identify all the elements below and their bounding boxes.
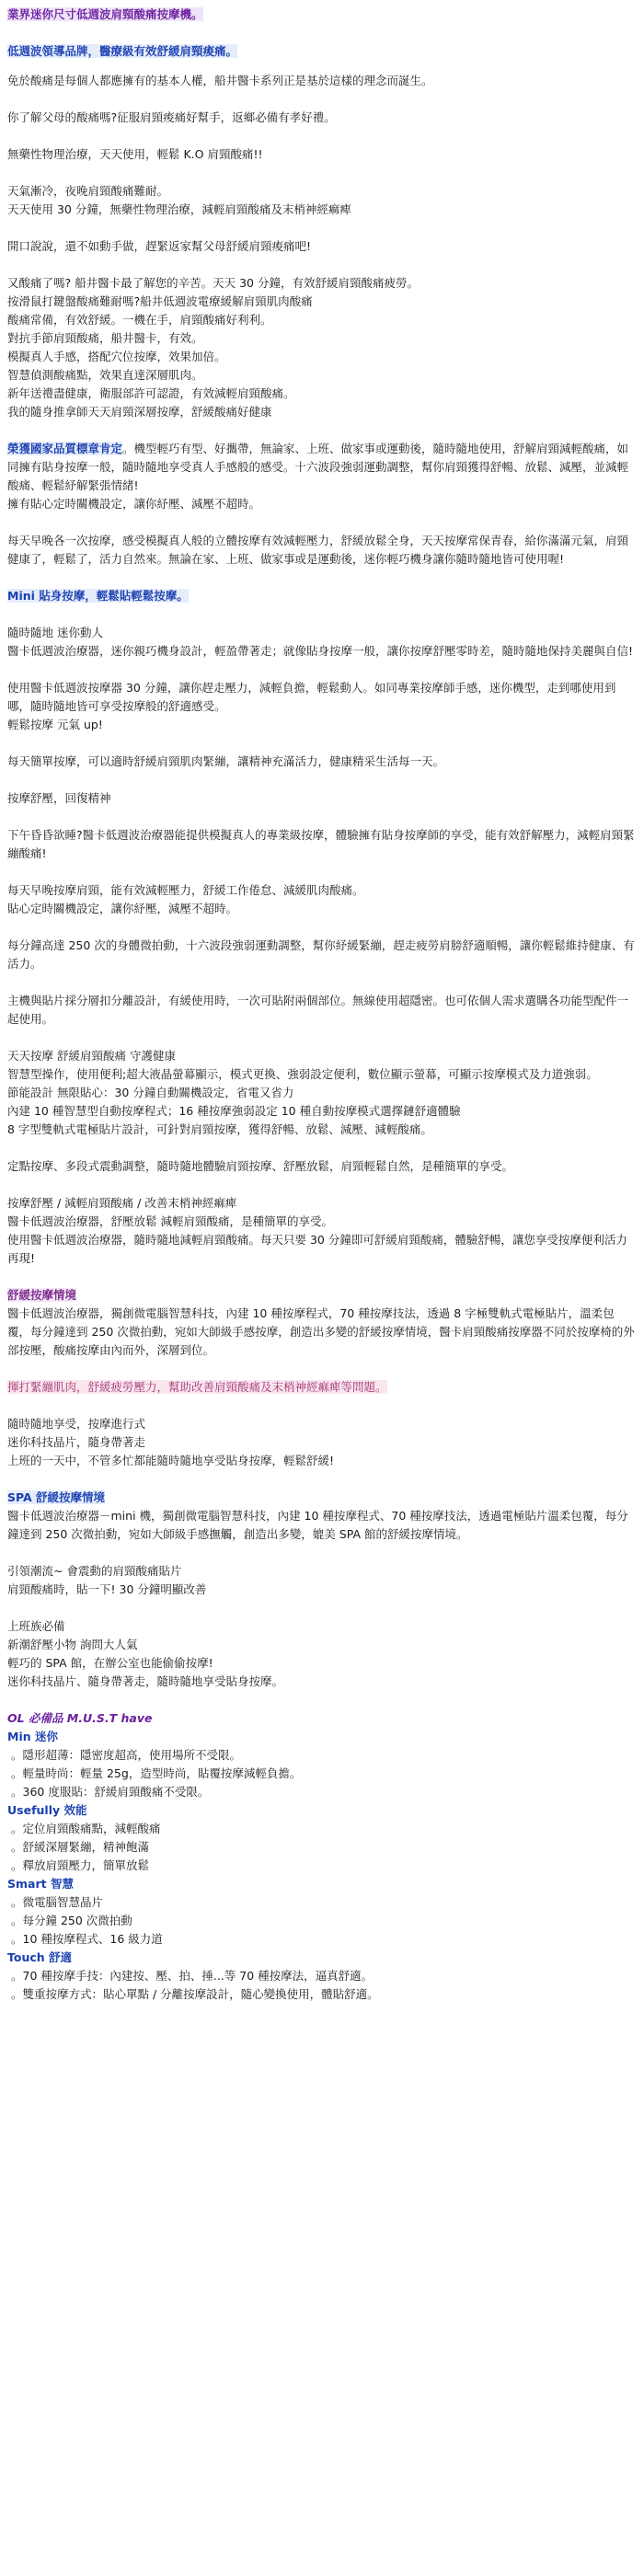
brand-subtitle: 低週波領導品牌，醫療級有效舒緩肩頸痠痛。 (7, 44, 238, 58)
paragraph-relief: 按摩舒壓，回復精神 (7, 791, 111, 805)
paragraph-daily: 每天早晚各一次按摩，感受模擬真人般的立體按摩有效減輕壓力，舒緩放鬆全身，天天按摩常保青春，給你滿滿元氣，肩頸健康了，輕鬆了，活力自然來。無論在家、上班、做家事或是運動後，迷你輕巧機身讓你隨時隨地皆可使用喔! (7, 534, 629, 566)
text-paragraph (7, 440, 637, 495)
section-heading (7, 1489, 637, 1507)
block-features (7, 1047, 637, 1139)
text-line: 醫卡低週波治療器，舒壓放鬆 減輕肩頸酸痛，是種簡單的享受。 (7, 1214, 333, 1228)
text-line: 擁有貼心定時關機設定，讓你紓壓、減壓不超時。 (7, 497, 261, 511)
section-heading (7, 1286, 637, 1305)
paragraph-design: 主機與貼片採分層扣分離設計，有緩使用時，一次可貼附兩個部位。無線使用超隱密。也可依個人需求選購各功能型配件一起使用。 (7, 994, 629, 1026)
text-line: 使用醫卡低週波按摩器 30 分鐘，讓你趕走壓力，減輕負擔，輕鬆動人。如同專業按摩師手感，迷你機型，走到哪使用到哪，隨時隨地皆可享受按摩般的舒適感受。 (7, 681, 616, 713)
paragraph-action: 開口說說，還不如動手做，趕緊返家幫父母舒緩肩頸痠痛吧! (7, 239, 312, 253)
touch-heading: Touch 舒適 (7, 1950, 73, 1964)
block-trend (7, 1562, 637, 1599)
text-line: 每天早晚按摩肩頸，能有效減輕壓力，舒緩工作倦怠、減緩肌肉酸痛。 (7, 883, 364, 897)
quality-mark-highlight: 榮獲國家品質標章肯定 (7, 442, 123, 455)
massage-scenario-title: 舒緩按摩情境 (7, 1288, 77, 1302)
block-office (7, 1617, 637, 1691)
text-paragraph: 醫卡低週波治療器－mini 機，獨創微電腦智慧科技，內建 10 種按摩程式、70 種按摩技法，透過電極貼片溫柔包覆，每分鐘達到 250 次微拍動，宛如大師級手感撫觸，創造出多變，媲美 SPA 館的舒緩按摩情境。 (7, 1509, 628, 1541)
text-line: 肩頸酸痛時，貼一下! 30 分鐘明顯改善 (7, 1582, 207, 1596)
highlight-sentence: 揮打緊繃肌肉，舒緩疲勞壓力，幫助改善肩頸酸痛及末梢神經痲痺等問題。 (7, 1380, 387, 1394)
block-mini-title (7, 587, 637, 605)
ol-title: OL 必備品 M.U.S.T have (7, 1711, 153, 1725)
paragraph-intro: 免於酸痛是每個人都應擁有的基本人權，船井醫卡系列正是基於這樣的理念而誕生。 (7, 74, 433, 87)
text-line: 智慧型操作，使用便利;超大液晶螢幕顯示，模式更換、強弱設定便利，數位顯示螢幕，可顯示按摩模式及力道強弱。 (7, 1067, 598, 1081)
smart-item: 。10 種按摩程式、16 級力道 (11, 1932, 163, 1946)
block-enjoy (7, 1415, 637, 1470)
block-30min (7, 679, 637, 734)
text-line: 隨時隨地 迷你動人 (7, 626, 103, 639)
block-subtitle (7, 42, 637, 61)
block-title (7, 6, 637, 24)
text-line: 迷你科技晶片，隨身帶著走 (7, 1435, 146, 1449)
block-cold-weather (7, 182, 637, 219)
useful-item: 。定位肩頸酸痛點，減輕酸痛 (11, 1822, 161, 1835)
block-benefits (7, 274, 637, 421)
touch-item: 。70 種按摩手技：內建按、壓、拍、捶...等 70 種按摩法，逼真舒適。 (11, 1969, 374, 1983)
text-line: 上班的一天中，不管多忙都能隨時隨地享受貼身按摩，輕鬆舒緩! (7, 1454, 335, 1467)
useful-item: 。舒緩深層緊繃，精神飽滿 (11, 1840, 150, 1854)
smart-item: 。微電腦智慧晶片 (11, 1895, 104, 1909)
paragraph-afternoon: 下午昏昏欲睡?醫卡低週波治療器能提供模擬真人的專業級按摩，體驗擁有貼身按摩師的享受，能有效舒解壓力，減輕肩頸緊繃酸痛! (7, 828, 635, 860)
paragraph-fixed-point: 定點按摩、多段式震動調整，隨時隨地體驗肩頸按摩、舒壓放鬆，肩頸輕鬆自然，是種簡單的享受。 (7, 1159, 514, 1173)
paragraph-parents: 你了解父母的酸痛嗎?征服肩頸痠痛好幫手，返鄉必備有孝好禮。 (7, 110, 336, 124)
mini-title: Mini 貼身按摩，輕鬆貼輕鬆按摩。 (7, 589, 189, 603)
quality-mark-text: 。機型輕巧有型、好攜帶，無論家、上班、做家事或運動後，隨時隨地使用，舒解肩頸減輕酸痛，如同擁有貼身按摩一般，隨時隨地享受真人手感般的感受。十六波段強弱運動調整，幫你肩頸獲得舒暢、放鬆、減壓，並減輕酸痛、輕鬆紓解緊張情緒! (7, 442, 629, 492)
min-item: 。輕量時尚：輕量 25g，造型時尚，貼覆按摩減輕負擔。 (11, 1766, 302, 1780)
text-line: 又酸痛了嗎? 船井醫卡最了解您的辛苦。天天 30 分鐘，有效舒緩肩頸酸痛疲勞。 (7, 276, 419, 290)
spa-scenario-title: SPA 舒緩按摩情境 (7, 1490, 106, 1504)
block-slogans (7, 1194, 637, 1268)
text-line: 8 字型雙軌式電極貼片設計，可針對肩頸按摩，獲得舒暢、放鬆、減壓、減輕酸痛。 (7, 1122, 432, 1136)
text-line: 引領潮流~ 會震動的肩頸酸痛貼片 (7, 1564, 182, 1578)
text-line: 上班族必備 (7, 1619, 65, 1633)
text-line: 按摩舒壓 / 減輕肩頸酸痛 / 改善末梢神經痲痺 (7, 1196, 237, 1210)
text-line: 新年送禮盡健康，衛服部許可認證，有效減輕肩頸酸痛。 (7, 386, 295, 400)
useful-item: 。釋放肩頸壓力，簡單放鬆 (11, 1858, 150, 1872)
useful-heading: Usefully 效能 (7, 1803, 87, 1817)
text-line: 天天按摩 舒緩肩頸酸痛 守護健康 (7, 1049, 176, 1063)
text-line: 節能設計 無限貼心：30 分鐘自動關機設定，省電又省力 (7, 1086, 294, 1099)
smart-heading: Smart 智慧 (7, 1877, 74, 1891)
block-quality-mark (7, 440, 637, 513)
text-line: 我的隨身推拿師天天肩頸深層按摩，舒緩酸痛好健康 (7, 405, 272, 419)
min-item: 。360 度服貼：舒緩肩頸酸痛不受限。 (11, 1785, 210, 1799)
text-line: 隨時隨地享受，按摩進行式 (7, 1417, 146, 1431)
min-item: 。隱形超薄：隱密度超高，使用場所不受限。 (11, 1748, 242, 1762)
block-morning-evening (7, 881, 637, 918)
text-line: 天天使用 30 分鐘，無藥性物理治療，減輕肩頸酸痛及末梢神經痲痺 (7, 202, 351, 216)
text-line: 輕巧的 SPA 館，在辦公室也能偷偷按摩! (7, 1656, 213, 1670)
text-line: 模擬真人手感，搭配穴位按摩，效果加倍。 (7, 350, 226, 363)
touch-item: 。雙重按摩方式：貼心單點 / 分離按摩設計，隨心變換使用，體貼舒適。 (11, 1987, 379, 2001)
text-line: 對抗手節肩頸酸痛，船井醫卡，有效。 (7, 331, 203, 345)
text-line: 智慧偵測酸痛點，效果直達深層肌肉。 (7, 368, 203, 382)
block-massage-scenario (7, 1286, 637, 1360)
paragraph-ko: 無藥性物理治療，天天使用，輕鬆 K.O 肩頸酸痛!! (7, 147, 263, 161)
text-line: 酸痛常備，有效舒緩。一機在手，肩頸酸痛好利利。 (7, 313, 272, 327)
text-line: 新潮舒壓小物 詢問大人氣 (7, 1638, 138, 1651)
text-line: 天氣漸冷，夜晚肩頸酸痛難耐。 (7, 184, 169, 198)
page-title: 業界迷你尺寸低週波肩頸酸痛按摩機。 (7, 7, 203, 21)
block-anytime (7, 624, 637, 661)
smart-item: 。每分鐘 250 次微拍動 (11, 1914, 132, 1927)
text-line: 醫卡低週波治療器，迷你親巧機身設計，輕盈帶著走；就像貼身按摩一般，讓你按摩舒壓零時差，隨時隨地保持美麗與自信! (7, 644, 634, 658)
text-line: 按滑鼠打鍵盤酸痛難耐嗎?船井低週波電療緩解肩頸肌肉酸痛 (7, 294, 313, 308)
text-line: 內建 10 種智慧型自動按摩程式；16 種按摩強弱設定 10 種自動按摩模式選擇鏈舒適體驗 (7, 1104, 461, 1118)
min-heading: Min 迷你 (7, 1730, 58, 1743)
text-paragraph: 醫卡低週波治療器，獨創微電腦智慧科技，內建 10 種按摩程式，70 種按摩技法，透過 8 字極雙軌式電極貼片，溫柔包覆，每分鐘達到 250 次微拍動，宛如大師級手感按摩，創造出多變的舒緩按摩情境，醫卡肩頸酸痛按摩器不同於按摩椅的外部按壓，酸痛按摩由內而外，深層到位。 (7, 1306, 635, 1357)
paragraph-250: 每分鐘高達 250 次的身體微拍動，十六波段強弱運動調整，幫你紓緩緊繃，趕走疲勞肩膀舒適順暢，讓你輕鬆維持健康、有活力。 (7, 938, 635, 971)
block-highlight (7, 1378, 637, 1397)
paragraph-simple: 每天簡單按摩，可以適時舒緩肩頸肌肉緊繃，讓精神充滿活力，健康精采生活每一天。 (7, 754, 445, 768)
text-line: 使用醫卡低週波治療器，隨時隨地減輕肩頸酸痛。每天只要 30 分鐘即可舒緩肩頸酸痛，體驗舒暢，讓您享受按摩便利活力再現! (7, 1233, 627, 1265)
text-line: 貼心定時關機設定，讓你紓壓，減壓不超時。 (7, 902, 238, 915)
text-line: 輕鬆按摩 元氣 up! (7, 718, 103, 731)
block-spa-scenario (7, 1489, 637, 1544)
block-ol-must-have (7, 1709, 637, 2004)
text-line: 迷你科技晶片、隨身帶著走，隨時隨地享受貼身按摩。 (7, 1674, 284, 1688)
